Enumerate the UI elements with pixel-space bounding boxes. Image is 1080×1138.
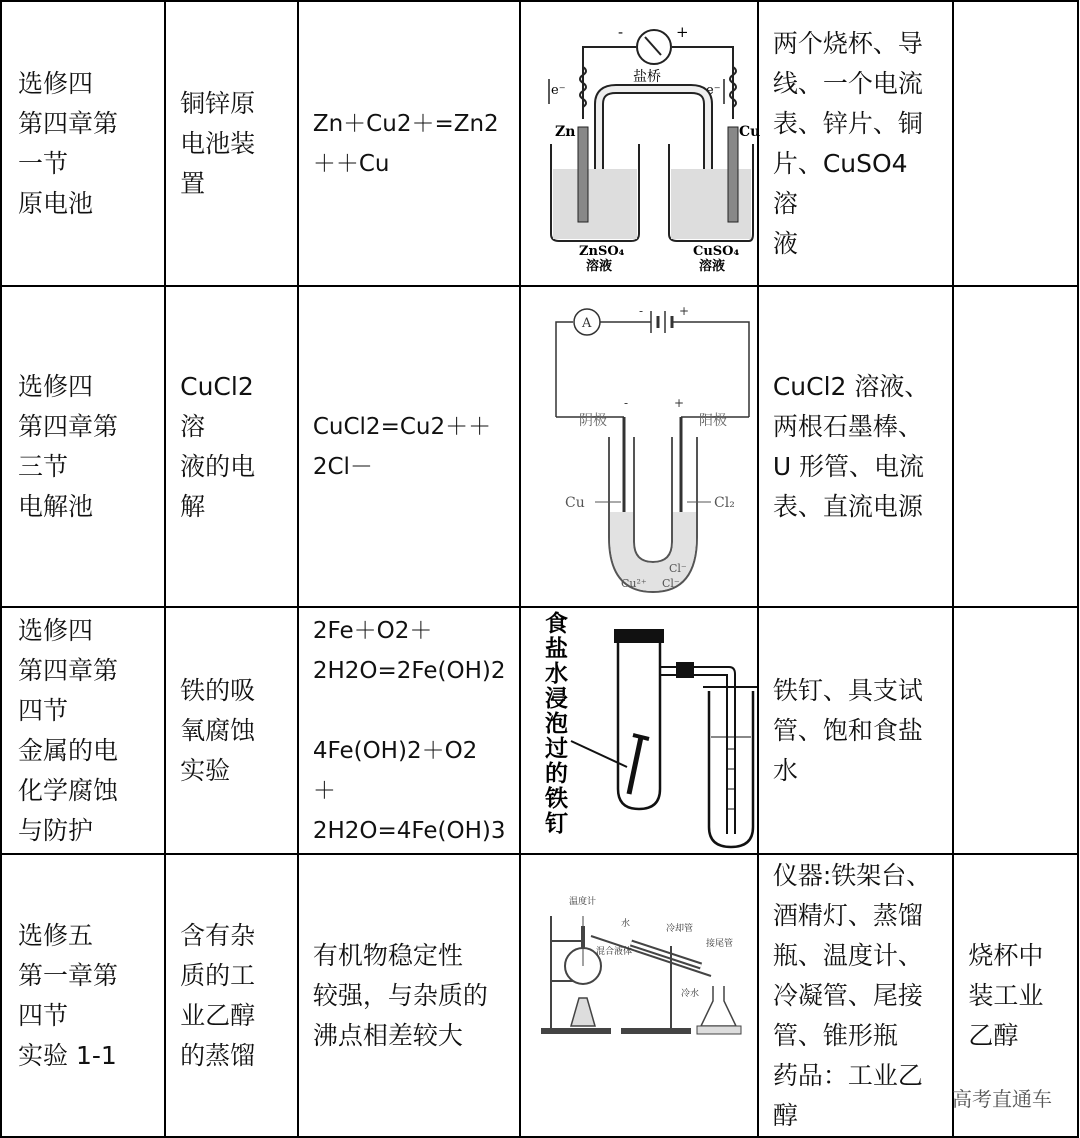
right-solution-word: 溶液 (698, 258, 725, 274)
vertical-label (544, 611, 568, 837)
notes-cell (953, 1, 1078, 286)
watermark: 高考直通车 (952, 1087, 1052, 1111)
materials-line: 水 (772, 755, 798, 785)
principle-line: Zn＋Cu2＋=Zn2 (312, 110, 499, 137)
course-line: 与防护 (18, 815, 94, 845)
experiment-cell (165, 607, 298, 854)
chloride-ion-label: Cl⁻ (668, 561, 687, 575)
chlorine-label: Cl₂ (713, 494, 735, 511)
label-char: 的 (544, 761, 568, 787)
iron-corrosion-diagram (521, 609, 754, 852)
principle-cell (298, 607, 520, 854)
materials-line: 表、锌片、铜 (772, 108, 923, 138)
label-char: 泡 (544, 711, 568, 737)
materials-line: 酒精灯、蒸馏 (772, 900, 923, 930)
salt-bridge-label: 盐桥 (632, 68, 661, 85)
experiment-line: 的蒸馏 (180, 1040, 256, 1070)
chloride-ion-label: Cl⁻ (661, 576, 680, 590)
copper-deposit-label: Cu (564, 494, 585, 511)
anode-sign: + (673, 395, 684, 410)
experiment-line: 电池装 (180, 128, 256, 158)
materials-line: 药品：工业乙 (772, 1060, 923, 1090)
materials-line: U 形管、电流 (772, 451, 925, 481)
materials-line: 管、饱和食盐 (772, 715, 923, 745)
experiment-line: 氧腐蚀 (180, 715, 256, 745)
course-line: 实验 1-1 (18, 1040, 117, 1070)
cathode-label: 阴极 (578, 412, 607, 429)
course-line: 四节 (18, 1000, 69, 1030)
experiment-line: 液的电 (180, 451, 256, 481)
copper-ion-label: Cu²⁺ (620, 576, 647, 590)
course-line: 选修四 (18, 68, 94, 98)
principle-line: ＋＋Cu (312, 150, 390, 177)
course-line: 选修四 (18, 371, 94, 401)
course-line: 第四章第 (18, 411, 119, 441)
materials-line: CuCl2 溶液、 (772, 371, 930, 401)
copper-label: Cu (738, 123, 761, 140)
label-char: 水 (544, 661, 568, 687)
electron-label-right: e⁻ (705, 82, 721, 98)
principle-line: CuCl2=Cu2＋＋ (312, 413, 492, 440)
experiment-cell (165, 286, 298, 607)
course-line: 金属的电 (18, 735, 119, 765)
course-line: 第四章第 (18, 655, 119, 685)
materials-line: 仪器:铁架台、 (772, 860, 932, 890)
course-line: 第四章第 (18, 108, 119, 138)
condenser-label: 冷却管 (665, 923, 693, 934)
minus-label: - (638, 303, 643, 318)
principle-line: ＋ (312, 777, 336, 804)
principle-line: 2Fe＋O2＋ (312, 617, 433, 644)
cathode-sign: - (623, 395, 628, 410)
label-char: 过 (544, 736, 568, 762)
label-char: 铁 (544, 786, 568, 812)
label-char: 钉 (544, 811, 568, 837)
mixture-label: 混合液体 (595, 946, 632, 957)
notes-cell (953, 607, 1078, 854)
electron-label-left: e⁻ (550, 82, 566, 98)
anode-label: 阳极 (698, 412, 727, 429)
principle-line: 2Cl－ (312, 453, 373, 480)
course-cell (1, 286, 165, 607)
course-line: 选修四 (18, 615, 94, 645)
course-cell (1, 1, 165, 286)
notes-line: 烧杯中 (968, 940, 1044, 970)
notes-line: 装工业 (968, 980, 1044, 1010)
principle-line: 2H2O=2Fe(OH)2 (312, 657, 506, 684)
ammeter-label: A (581, 315, 592, 331)
course-line: 化学腐蚀 (18, 775, 119, 805)
experiment-cell (165, 854, 298, 1137)
experiment-line: 含有杂 (180, 920, 256, 950)
principle-cell (298, 854, 520, 1137)
materials-cell (758, 1, 954, 286)
materials-line: 两根石墨棒、 (772, 411, 923, 441)
table-row (1, 1, 1078, 286)
left-solution-word: 溶液 (585, 258, 612, 274)
figure-cell (520, 1, 761, 286)
experiment-line: 质的工 (180, 960, 256, 990)
water-in-label: 水 (620, 918, 630, 929)
principle-cell (298, 1, 520, 286)
experiment-cell (165, 1, 298, 286)
materials-line: 两个烧杯、导 (772, 28, 923, 58)
course-line: 电解池 (18, 491, 94, 521)
course-cell (1, 607, 165, 854)
cold-water-label: 冷水 (680, 988, 699, 999)
experiment-line: 置 (180, 168, 206, 198)
materials-line: 线、一个电流 (772, 68, 923, 98)
plus-label: + (678, 303, 689, 318)
materials-cell (758, 854, 954, 1137)
experiment-line: CuCl2 溶 (180, 371, 254, 441)
thermometer-label: 温度计 (568, 896, 596, 907)
distillation-diagram (521, 886, 754, 1046)
notes-line: 乙醇 (968, 1020, 1019, 1050)
experiment-line: 铁的吸 (180, 675, 256, 705)
materials-cell (758, 286, 954, 607)
materials-line: 管、锥形瓶 (772, 1020, 898, 1050)
zinc-label: Zn (554, 123, 576, 140)
course-line: 三节 (18, 451, 69, 481)
course-cell (1, 854, 165, 1137)
materials-line: 冷凝管、尾接 (772, 980, 923, 1010)
experiment-line: 铜锌原 (180, 88, 256, 118)
notes-cell (953, 286, 1078, 607)
materials-line: 瓶、温度计、 (772, 940, 923, 970)
experiment-line: 解 (180, 491, 206, 521)
principle-line: 有机物稳定性 (312, 940, 463, 970)
figure-cell (520, 286, 758, 607)
course-line: 原电池 (18, 188, 94, 218)
materials-line: 液 (772, 228, 798, 258)
label-char: 浸 (544, 686, 568, 712)
course-line: 第一章第 (18, 960, 119, 990)
plus-label: + (675, 22, 689, 41)
materials-line: 铁钉、具支试 (772, 675, 923, 705)
materials-line: 片、CuSO4 溶 (772, 148, 908, 218)
figure-cell (520, 607, 758, 854)
principle-cell (298, 286, 520, 607)
materials-line: 醇 (772, 1100, 798, 1130)
table-row (1, 854, 1078, 1137)
principle-line: 沸点相差较大 (312, 1020, 463, 1050)
adapter-label: 接尾管 (705, 938, 733, 949)
label-char: 食 (544, 611, 568, 637)
materials-line: 表、直流电源 (772, 491, 923, 521)
table-row (1, 286, 1078, 607)
principle-line: 较强，与杂质的 (312, 980, 488, 1010)
course-line: 一节 (18, 148, 69, 178)
galvanic-cell-diagram (521, 9, 761, 279)
course-line: 四节 (18, 695, 69, 725)
left-solution-label: ZnSO₄ (578, 243, 625, 259)
experiment-line: 业乙醇 (180, 1000, 256, 1030)
experiment-line: 实验 (180, 755, 231, 785)
right-solution-label: CuSO₄ (692, 243, 739, 259)
principle-line: 4Fe(OH)2＋O2 (312, 737, 478, 764)
electrolysis-diagram (521, 297, 754, 597)
materials-cell (758, 607, 954, 854)
principle-line: 2H2O=4Fe(OH)3 (312, 817, 506, 844)
minus-label: - (617, 22, 623, 41)
label-char: 盐 (544, 636, 568, 662)
table-row (1, 607, 1078, 854)
figure-cell (520, 854, 758, 1137)
course-line: 选修五 (18, 920, 94, 950)
principle-spacer (313, 691, 505, 731)
